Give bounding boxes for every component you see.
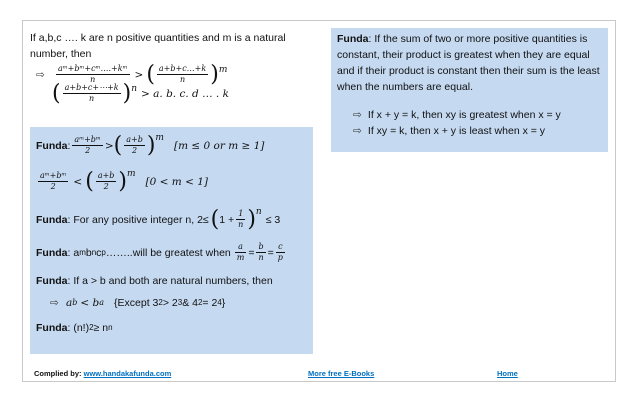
ineq1-rhs-num: a+b+c…+k: [158, 64, 207, 73]
f4-frac3: [276, 242, 285, 263]
paren-close: ): [247, 207, 256, 232]
home-link[interactable]: Home: [497, 369, 518, 378]
paren-open: (: [146, 61, 155, 87]
funda-label: Funda: [36, 322, 68, 334]
inequality-1: [36, 61, 318, 87]
funda-3: [36, 207, 280, 232]
f3-frac: [236, 209, 245, 230]
ineq1-lhs-den: n: [90, 75, 96, 84]
complied-label: Complied by:: [34, 369, 82, 378]
funda-label: Funda: [337, 33, 369, 45]
right-arrow-icon: ⇨: [36, 68, 45, 81]
right-arrow-icon: ⇨: [353, 125, 362, 137]
site-link[interactable]: www.handakafunda.com: [83, 369, 172, 378]
f3-frac-num: 1: [236, 209, 245, 220]
paren-close: ): [210, 61, 219, 87]
funda-right-item-2: [353, 123, 545, 139]
ineq2-frac: [63, 83, 121, 104]
f1-cond: [m ≤ 0 or m ≥ 1]: [173, 139, 265, 152]
f3-exp: n: [255, 207, 262, 217]
f4-frac1: [235, 242, 247, 263]
f6-lhs: a: [66, 297, 73, 309]
f2-lhs: [38, 171, 68, 192]
f2-lhs-den: 2: [50, 182, 56, 191]
funda-1: Funda : $\frac{\text{aᵐ+bᵐ}}{2}$ > ( $\frac{a+b}{2}$ ) m [m ≤ 0 or m ≥ 1]: [36, 133, 265, 158]
f3-tail: ≤ 3: [265, 213, 281, 226]
ineq1-lhs-num: aᵐ+bᵐ+cᵐ….+kᵐ: [58, 64, 128, 73]
f3-inner: 1 +: [219, 213, 235, 226]
f4-fr2-den: n: [258, 253, 264, 262]
f3-frac-den: n: [238, 220, 244, 229]
f1-exp: m: [155, 133, 164, 143]
f4-fr3-num: c: [276, 242, 285, 253]
f4-fr1-den: m: [236, 253, 245, 262]
item1-text: If x + y = k, then xy is greatest when x = y: [367, 109, 561, 121]
f6-close: }: [221, 297, 226, 309]
funda-box-right: [331, 28, 608, 152]
inequality-2: [52, 80, 318, 106]
paren-open: (: [52, 80, 61, 106]
ineq2-rhs: > a. b. c. d … . k: [141, 87, 229, 100]
f6-mid1: > 2: [162, 297, 178, 309]
f5-text: : If a > b and both are natural numbers, then: [67, 275, 273, 287]
funda-label: Funda: [36, 139, 68, 152]
f6-mid2: & 4: [182, 297, 198, 309]
f7-text: : (n!): [67, 322, 90, 334]
funda-box-left: [30, 127, 313, 354]
f1-rhs-den: 2: [131, 146, 138, 155]
f1-rhs-num: a+b: [126, 135, 143, 144]
footer-credit: [34, 369, 171, 378]
funda-5: [36, 275, 273, 287]
funda-2: [36, 169, 208, 194]
ineq1-rhs: [157, 64, 208, 85]
f4-b: b: [85, 246, 92, 259]
ineq2-exp: n: [131, 84, 138, 94]
funda-right-body: : If the sum of two or more positive quantities is constant, their product is greatest when they are equal and if their product is constant then their sum is the least when the numbers are equal.: [337, 33, 600, 93]
left-column: [30, 30, 318, 104]
paren-close: ): [146, 133, 156, 158]
funda-label: Funda: [36, 246, 68, 259]
f4-frac2: [256, 242, 265, 263]
f1-lhs-den: 2: [85, 146, 91, 155]
intro-text: If a,b,c …. k are n positive quantities and m is a natural number, then: [30, 32, 286, 60]
f1-rel: >: [104, 139, 114, 152]
f4-c: c: [96, 246, 102, 259]
f6-mid3: = 2: [202, 297, 218, 309]
paren-open: (: [113, 133, 123, 158]
f4-fr2-num: b: [256, 242, 265, 253]
ineq2-num: a+b+c+⋯+k: [64, 83, 119, 92]
funda-label: Funda: [36, 275, 68, 287]
f3-text: : For any positive integer n, 2≤: [67, 213, 209, 226]
f2-rhs-num: a+b: [97, 171, 115, 180]
paren-close: ): [118, 169, 127, 194]
funda-label: Funda: [36, 213, 68, 226]
right-arrow-icon: ⇨: [353, 109, 362, 121]
f6-rel: < b: [80, 297, 100, 309]
funda-right-text: [337, 31, 605, 95]
f4-fr1-num: a: [235, 242, 247, 253]
ineq1-rel: >: [134, 68, 144, 81]
f2-exp: m: [127, 169, 136, 179]
f2-rhs: [96, 171, 117, 192]
f7-rel: ≥ n: [93, 322, 109, 334]
right-arrow-icon: ⇨: [50, 297, 59, 309]
f1-lhs: [72, 135, 102, 156]
f2-rel: <: [73, 175, 83, 188]
f1-lhs-num: aᵐ+bᵐ: [74, 135, 101, 144]
f4-fr3-den: p: [277, 253, 283, 262]
funda-right-item-1: [353, 107, 561, 123]
more-ebooks-link[interactable]: More free E-Books: [308, 369, 375, 378]
paren-open: (: [210, 207, 220, 232]
f4-a: : a: [67, 246, 80, 259]
ineq1-lhs: [56, 64, 130, 85]
ineq1-rhs-den: n: [179, 75, 186, 84]
ineq2-den: n: [89, 94, 95, 103]
f2-lhs-num: aᵐ+bᵐ: [40, 171, 67, 180]
f6-except: {Except 3: [114, 297, 159, 309]
funda-4: Funda : a m b n c p ……..will be greatest when $\frac{a}{m}$ = $\frac{b}{n}$ = $\frac{c}{p}$: [36, 242, 283, 262]
funda-7: Funda : (n!) 2 ≥ n n: [36, 322, 113, 334]
funda-6: ⇨ a b < b a {Except 3 2 > 2 3 & 4 2 = 2 4 }: [50, 297, 226, 309]
paren-open: (: [85, 169, 94, 194]
paren-close: ): [122, 80, 132, 106]
f1-rhs: [124, 135, 145, 156]
f2-rhs-den: 2: [103, 182, 109, 191]
item2-text: If xy = k, then x + y is least when x = y: [367, 125, 546, 137]
ineq1-rhs-exp: m: [218, 65, 228, 75]
f4-tail: ……..will be greatest when: [105, 246, 231, 259]
f2-cond: [0 < m < 1]: [145, 175, 209, 188]
